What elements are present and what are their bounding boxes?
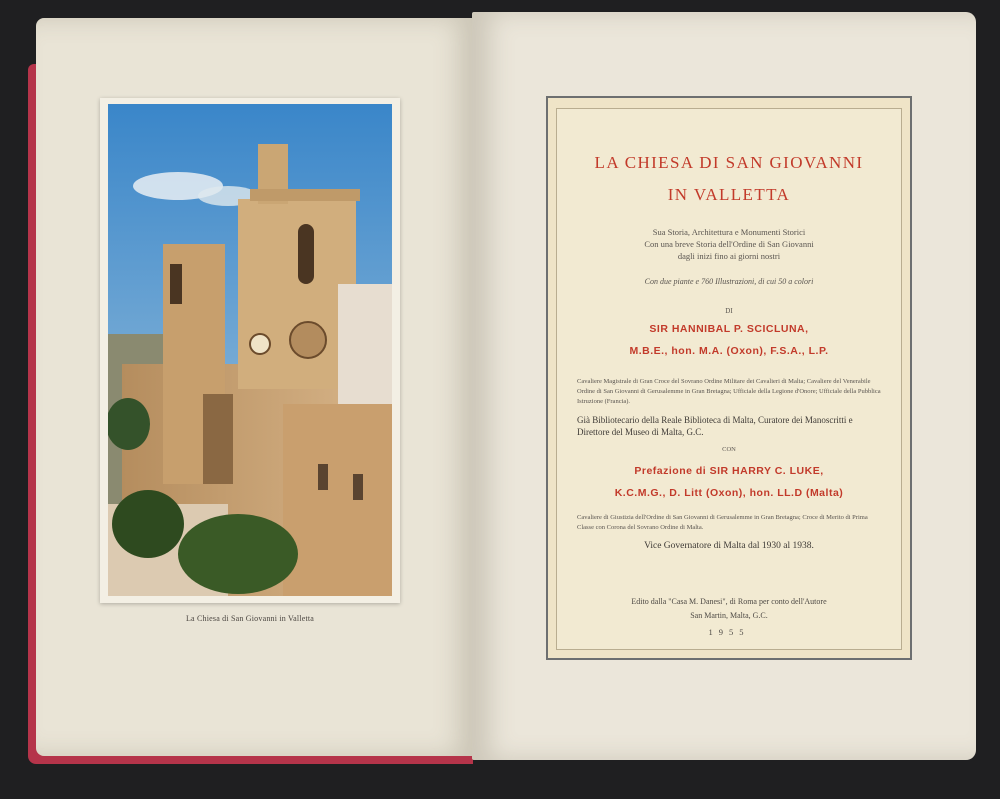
- author-posts: Già Bibliotecario della Reale Biblioteca di Malta, Curatore dei Manoscritti e Direttore del Museo di Malta, G.C.: [577, 415, 853, 437]
- title-page-frame: [546, 96, 912, 660]
- title-page-inner: [556, 108, 902, 650]
- author-titles: M.B.E., hon. M.A. (Oxon), F.S.A., L.P.: [629, 345, 829, 357]
- publisher-line-2: San Martin, Malta, G.C.: [690, 611, 768, 620]
- church-photo: [108, 104, 392, 596]
- author-name: SIR HANNIBAL P. SCICLUNA,: [649, 323, 809, 335]
- di-label: DI: [725, 307, 733, 315]
- publisher-line-1: Edito dalla "Casa M. Danesi", di Roma per conto dell'Autore: [631, 597, 827, 606]
- title-line-1: LA CHIESA DI SAN GIOVANNI: [594, 153, 864, 172]
- con-label: CON: [722, 446, 736, 453]
- preface-line-1: Prefazione di SIR HARRY C. LUKE,: [634, 465, 824, 477]
- preface-line-2: K.C.M.G., D. Litt (Oxon), hon. LL.D (Malta): [614, 487, 844, 499]
- author-honours: Cavaliere Magistrale di Gran Croce del Sovrano Ordine Militare dei Cavalieri di Malta; Cavaliere del Venerabile Ordine di San Giovanni di Gerusalemme in Gran Bretagna; Ufficiale della Legione d'Onore; Ufficiale della Pubblica Istruzione (Francia).: [577, 378, 881, 405]
- subtitle-line-2: Con una breve Storia dell'Ordine di San Giovanni: [644, 239, 814, 249]
- subtitle-line-3: dagli inizi fino ai giorni nostri: [677, 251, 781, 261]
- illustrations-note: Con due piante e 760 Illustrazioni, di cui 50 a colori: [644, 277, 814, 286]
- subtitle-line-1: Sua Storia, Architettura e Monumenti Storici: [652, 227, 806, 237]
- preface-honours: Cavaliere di Giustizia dell'Ordine di San Giovanni di Gerusalemme in Gran Bretagna; Croce di Merito di Prima Classe con Corona del Sovrano Ordine di Malta.: [577, 514, 868, 531]
- title-line-2: IN VALLETTA: [667, 185, 791, 204]
- color-plate: [100, 98, 400, 603]
- plate-caption: La Chiesa di San Giovanni in Valletta: [185, 614, 315, 623]
- publication-year: 1955: [708, 627, 750, 637]
- preface-post: Vice Governatore di Malta dal 1930 al 1938.: [644, 541, 814, 551]
